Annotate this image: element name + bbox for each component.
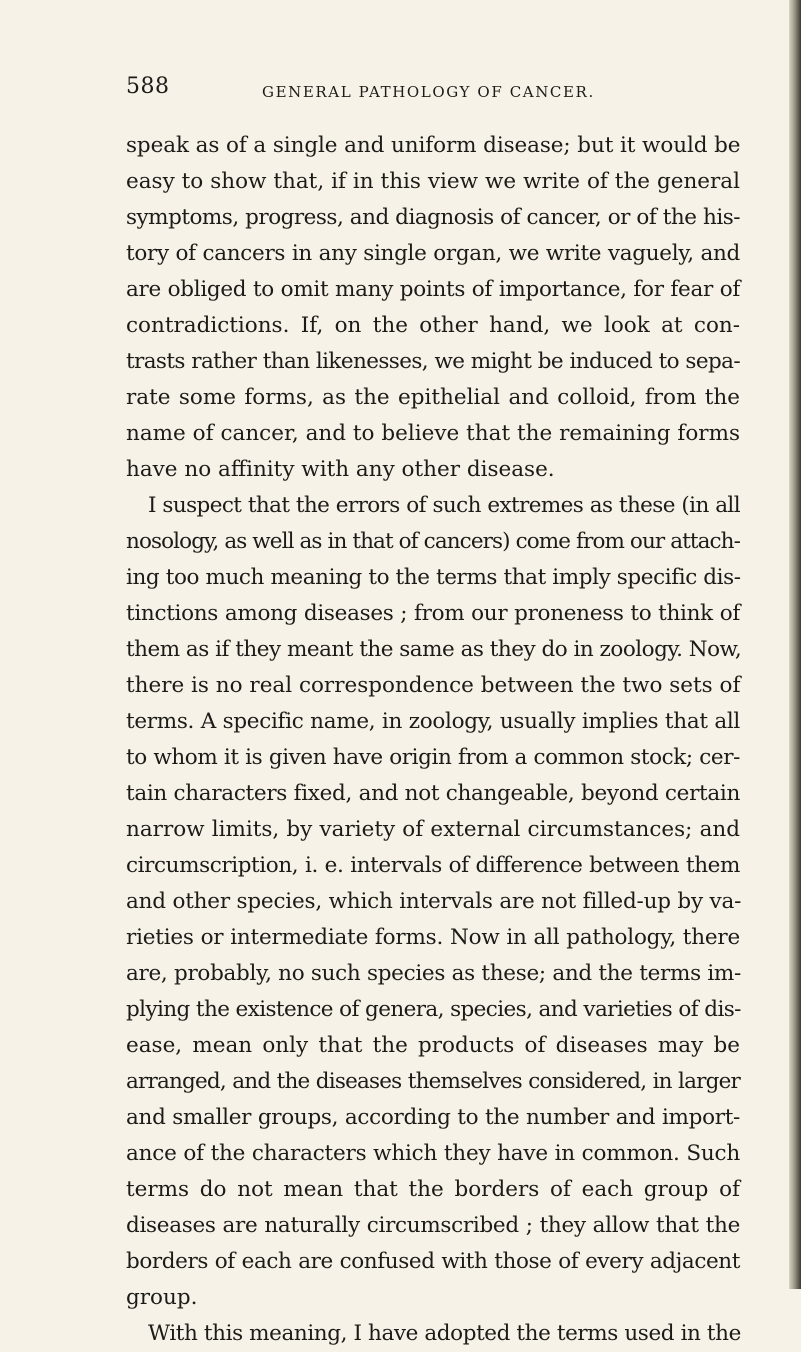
text-line: narrow limits, by variety of external circumstances; and (126, 817, 740, 842)
text-line: terms. A specific name, in zoology, usually implies that all (126, 709, 740, 734)
text-line: diseases are naturally circumscribed ; they allow that the (126, 1213, 740, 1238)
text-line: group. (126, 1285, 198, 1310)
text-line: circumscription, i. e. intervals of difference between them (126, 853, 740, 878)
text-line: name of cancer, and to believe that the remaining forms (126, 421, 740, 446)
text-line: to whom it is given have origin from a common stock; cer- (126, 745, 740, 770)
text-line: are obliged to omit many points of importance, for fear of (126, 277, 740, 302)
text-line: ease, mean only that the products of diseases may be (126, 1033, 740, 1058)
body-text (126, 128, 740, 1352)
text-line: there is no real correspondence between the two sets of (126, 673, 741, 698)
text-line: rate some forms, as the epithelial and colloid, from the (126, 385, 740, 410)
text-line: ance of the characters which they have in common. Such (126, 1141, 740, 1166)
text-line: terms do not mean that the borders of each group of (126, 1177, 740, 1202)
text-line: ing too much meaning to the terms that imply specific dis- (126, 565, 741, 590)
text-line: borders of each are confused with those of every adjacent (126, 1249, 740, 1274)
text-line: trasts rather than likenesses, we might be induced to sepa- (126, 349, 740, 374)
text-line: them as if they meant the same as they do in zoology. Now, (126, 637, 742, 662)
paragraph-start-line: I suspect that the errors of such extremes as these (in all (148, 493, 740, 518)
text-line: speak as of a single and uniform disease; but it would be (126, 133, 741, 158)
text-line: have no affinity with any other disease. (126, 457, 555, 482)
paragraph-start-line: With this meaning, I have adopted the terms used in the (148, 1321, 741, 1346)
page-gutter-shadow (789, 0, 801, 1289)
text-line: arranged, and the diseases themselves considered, in larger (126, 1069, 740, 1094)
text-line: tain characters fixed, and not changeable, beyond certain (126, 781, 741, 806)
text-line: and other species, which intervals are not filled-up by va- (126, 889, 742, 914)
text-line: nosology, as well as in that of cancers) come from our attach- (126, 529, 740, 554)
text-line: plying the existence of genera, species, and varieties of dis- (126, 997, 741, 1022)
text-line: tory of cancers in any single organ, we write vaguely, and (126, 241, 740, 266)
page-number: 588 (126, 74, 170, 99)
text-line: easy to show that, if in this view we write of the general (126, 169, 740, 194)
text-line: and smaller groups, according to the number and import- (126, 1105, 740, 1130)
running-title: GENERAL PATHOLOGY OF CANCER. (262, 83, 595, 101)
text-line: rieties or intermediate forms. Now in all pathology, there (126, 925, 740, 950)
text-line: tinctions among diseases ; from our proneness to think of (126, 601, 740, 626)
text-line: are, probably, no such species as these; and the terms im- (126, 961, 741, 986)
text-line: symptoms, progress, and diagnosis of cancer, or of the his- (126, 205, 740, 230)
text-line: contradictions. If, on the other hand, we look at con- (126, 313, 740, 338)
